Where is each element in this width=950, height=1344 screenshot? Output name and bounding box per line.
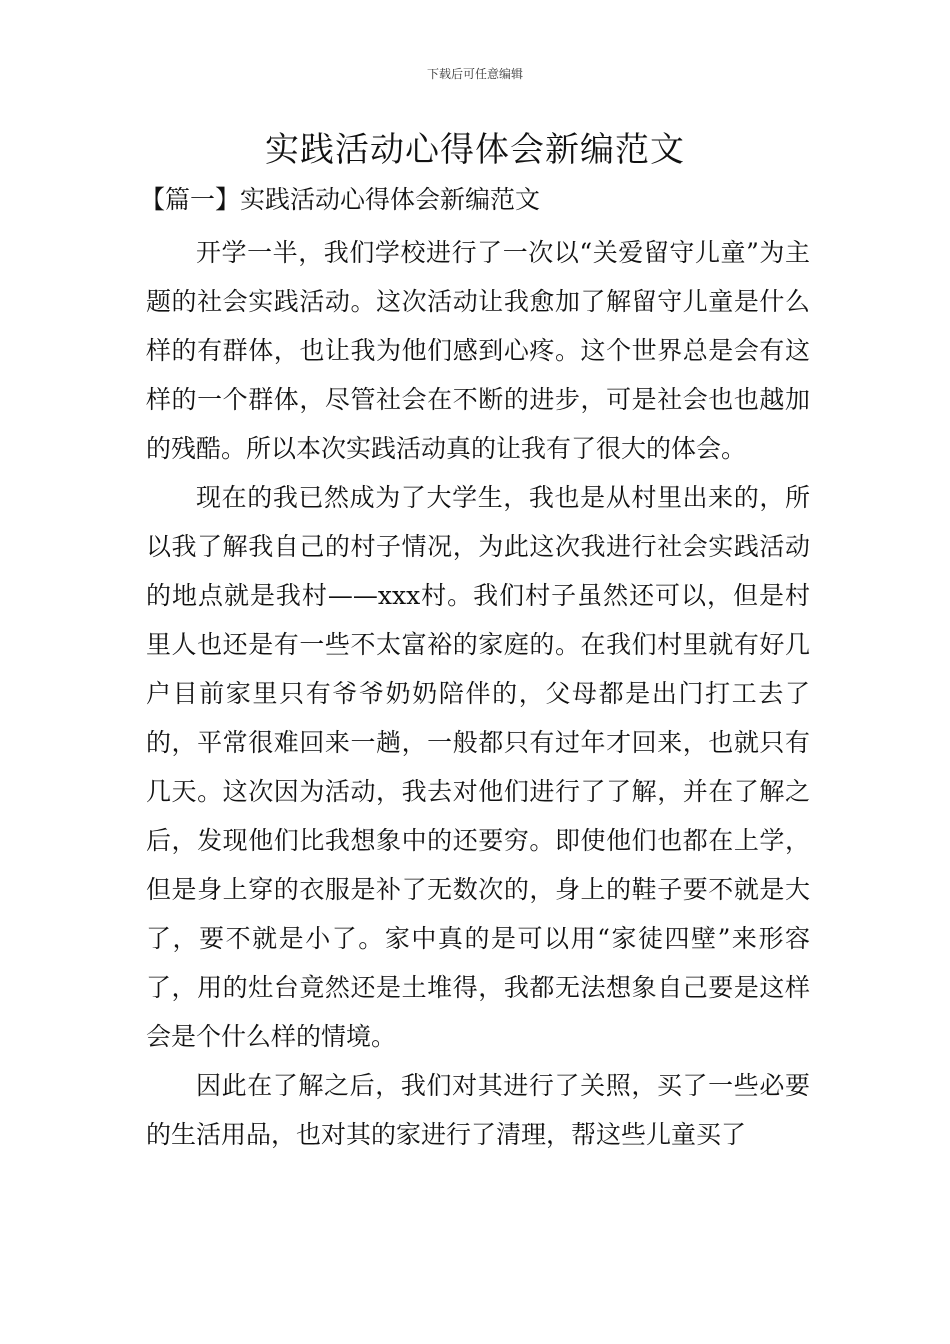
body-paragraph: 现在的我已然成为了大学生，我也是从村里出来的，所以我了解我自己的村子情况，为此这次我进行社会实践活动的地点就是我村——xxx村。我们村子虽然还可以，但是村里人也还是有一些不太富裕的家庭的。在我们村里就有好几户目前家里只有爷爷奶奶陪伴的，父母都是出门打工去了的，平常很难回来一趟，一般都只有过年才回来，也就只有几天。这次因为活动，我去对他们进行了了解，并在了解之后，发现他们比我想象中的还要穷。即使他们也都在上学，但是身上穿的衣服是补了无数次的，身上的鞋子要不就是大了，要不就是小了。家中真的是可以用“家徒四壁”来形容了，用的灶台竟然还是土堆得，我都无法想象自己要是这样会是个什么样的情境。 (146, 483, 810, 1051)
body-paragraph: 因此在了解之后，我们对其进行了关照，买了一些必要的生活用品，也对其的家进行了清理，帮这些儿童买了 (146, 1071, 810, 1149)
section-heading: 【篇一】实践活动心得体会新编范文 (140, 185, 541, 214)
document-body (146, 228, 810, 1159)
document-title: 实践活动心得体会新编范文 (265, 130, 685, 170)
page-header (0, 66, 950, 82)
body-paragraph: 开学一半，我们学校进行了一次以“关爱留守儿童”为主题的社会实践活动。这次活动让我愈加了解留守儿童是什么样的有群体，也让我为他们感到心疼。这个世界总是会有这样的一个群体，尽管社会在不断的进步，可是社会也也越加的残酷。所以本次实践活动真的让我有了很大的体会。 (146, 238, 810, 463)
header-note: 下载后可任意编辑 (426, 67, 523, 81)
